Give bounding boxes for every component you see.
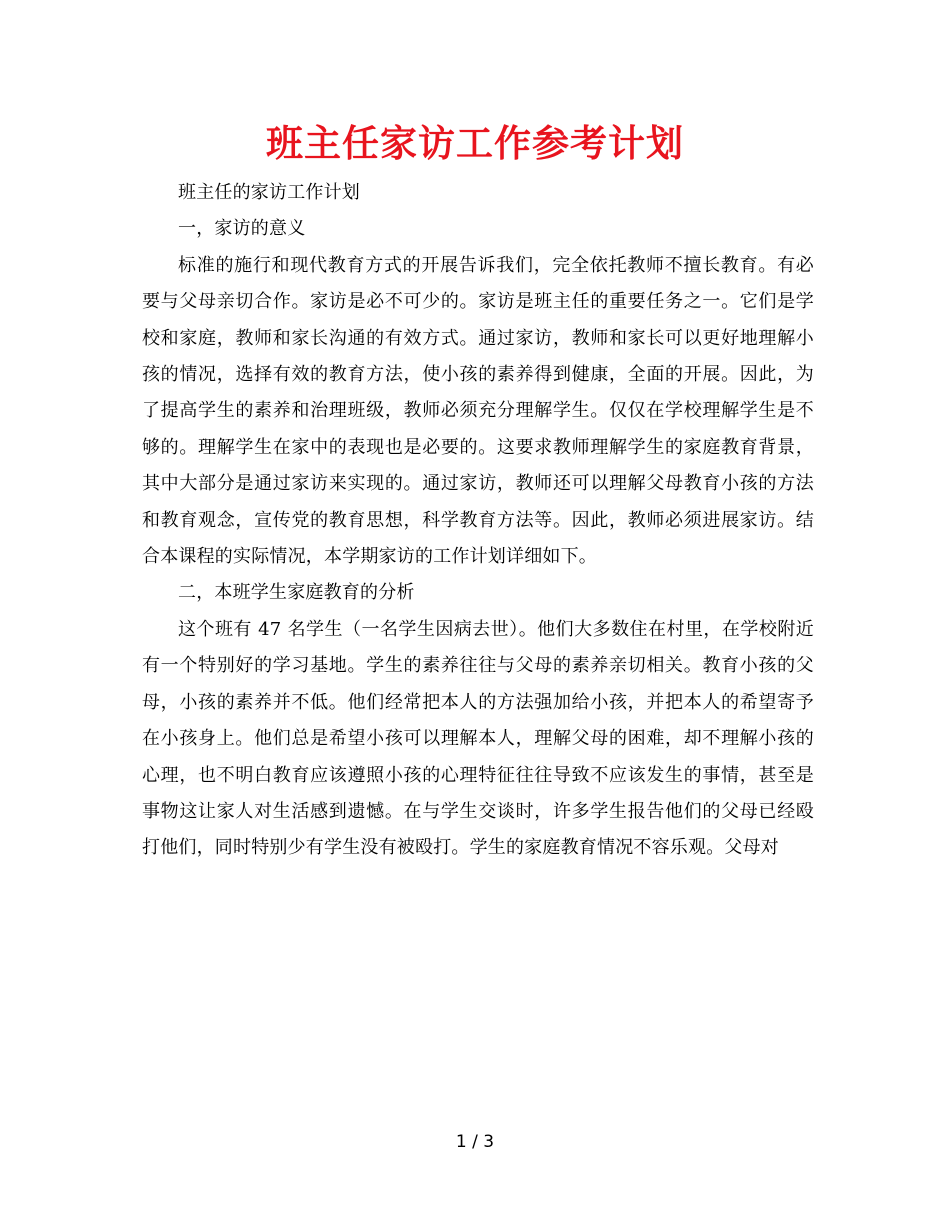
page-number: 1 / 3 [455, 1132, 495, 1152]
document-body [142, 175, 814, 867]
section-heading-2: 二，本班学生家庭教育的分析 [178, 582, 415, 604]
section-heading-1: 一，家访的意义 [178, 218, 306, 240]
body-paragraph-1: 标准的施行和现代教育方式的开展告诉我们，完全依托教师不擅长教育。有必要与父母亲切合作。家访是必不可少的。家访是班主任的重要任务之一。它们是学校和家庭，教师和家长沟通的有效方式。通过家访，教师和家长可以更好地理解小孩的情况，选择有效的教育方法，使小孩的素养得到健康，全面的开展。因此，为了提高学生的素养和治理班级，教师必须充分理解学生。仅仅在学校理解学生是不够的。理解学生在家中的表现也是必要的。这要求教师理解学生的家庭教育背景，其中大部分是通过家访来实现的。通过家访，教师还可以理解父母教育小孩的方法和教育观念，宣传党的教育思想，科学教育方法等。因此，教师必须进展家访。结合本课程的实际情况，本学期家访的工作计划详细如下。 [142, 254, 814, 568]
document-title: 班主任家访工作参考计划 [266, 122, 684, 165]
subtitle-paragraph: 班主任的家访工作计划 [178, 182, 360, 203]
body-paragraph-2: 这个班有 47 名学生（一名学生因病去世）。他们大多数住在村里，在学校附近有一个特别好的学习基地。学生的素养往往与父母的素养亲切相关。教育小孩的父母，小孩的素养并不低。他们经常把本人的方法强加给小孩，并把本人的希望寄予在小孩身上。他们总是希望小孩可以理解本人，理解父母的困难，却不理解小孩的心理，也不明白教育应该遵照小孩的心理特征往往导致不应该发生的事情，甚至是事物这让家人对生活感到遗憾。在与学生交谈时，许多学生报告他们的父母已经殴打他们，同时特别少有学生没有被殴打。学生的家庭教育情况不容乐观。父母对 [142, 618, 814, 859]
